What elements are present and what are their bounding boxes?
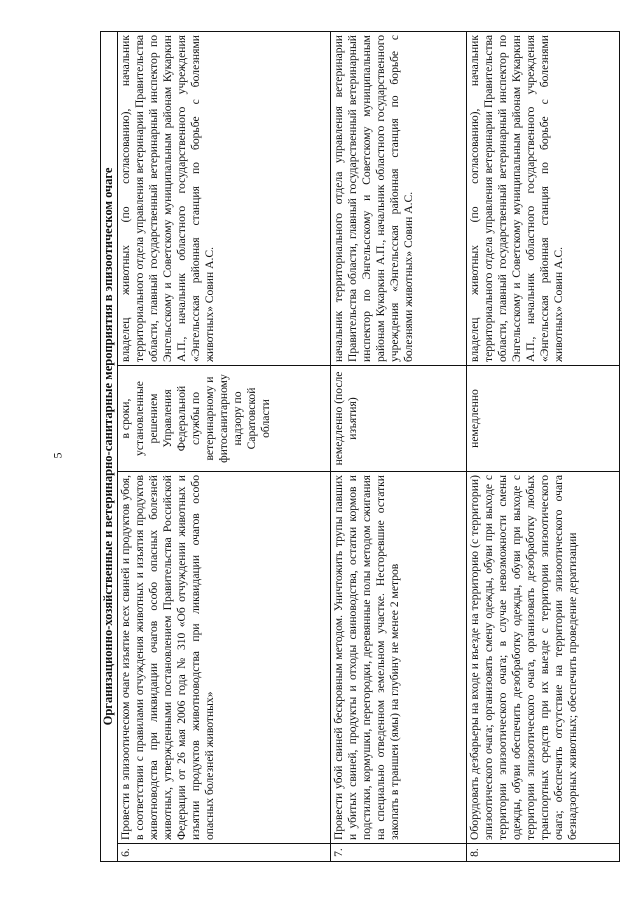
term-text: немедленно bbox=[466, 366, 619, 472]
term-text: в сроки, установленные решением Управления Федеральной службы по ветеринарному и фитосанитарному надзору по Саратовской области bbox=[118, 366, 331, 472]
section-header-row bbox=[101, 31, 118, 861]
page-number: 5 bbox=[50, 452, 65, 459]
rotated-table-container bbox=[100, 32, 620, 862]
term-text: немедленно (после изъятия) bbox=[331, 366, 466, 472]
table-row bbox=[466, 31, 619, 861]
table-row bbox=[331, 31, 466, 861]
responsible-text: начальник территориального отдела управления ветеринарии Правительства области, главный государственный ветеринарный инспектор по Энгельсскому и Советскому муниципальным районам Кукаркин А.П., начальник областного государственного учреждения «Энгельсская районная станция по борьбе с болезнями животных» Совин А.С. bbox=[331, 31, 466, 365]
responsible-text: владелец животных (по согласованию), начальник территориального отдела управления ветеринарии Правительства области, главный государственный ветеринарный инспектор по Энгельсскому и Советскому муниципальным районам Кукаркин А.П., начальник областного государственного учреждения «Энгельсская районная станция по борьбе с болезнями животных» Совин А.С. bbox=[118, 31, 331, 365]
measure-text: Оборудовать дезбарьеры на входе и въезде на территорию (с территории) эпизоотического очага; организовать смену одежды, обуви при выходе с территории эпизоотического очага; в случае невозможности смены одежды, обуви обеспечить дезобработку одежды, обуви при выходе с территории эпизоотического очага, организовать дезобработку любых транспортных средств при их выезде с территории эпизоотического очага; обеспечить отсутствие на территории эпизоотического очага безнадзорных животных; обеспечить проведение дератизации bbox=[466, 472, 619, 844]
row-number: 8. bbox=[466, 844, 619, 862]
responsible-text: владелец животных (по согласованию), начальник территориального отдела управления ветеринарии Правительства области, главный государственный ветеринарный инспектор по Энгельсскому и Советскому муниципальным районам Кукаркин А.П., начальник областного государственного учреждения «Энгельсская районная станция по борьбе с болезнями животных» Совин А.С. bbox=[466, 31, 619, 365]
measure-text: Провести убой свиней бескровным методом. Уничтожить трупы павших и убитых свиней, продукты и отходы свиноводства, остатки кормов и подстилки, кормушки, перегородки, деревянные полы методом сжигания на специально отведенном земельном участке. Несгоревшие остатки закопать в траншеи (ямы) на глубину не менее 2 метров bbox=[331, 472, 466, 844]
measure-text: Провести в эпизоотическом очаге изъятие всех свиней и продуктов убоя, в соответствии с правилами отчуждения животных и изъятия продуктов животноводства при ликвидации очагов особо опасных болезней животных, утвержденными постановлением Правительства Российской Федерации от 26 мая 2006 года № 310 «Об отчуждении животных и изъятии продуктов животноводства при ликвидации очагов особо опасных болезней животных» bbox=[118, 472, 331, 844]
table-row bbox=[118, 31, 331, 861]
section-title: Организационно-хозяйственные и ветеринарно-санитарные мероприятия в эпизоотическом очаге bbox=[101, 31, 118, 861]
row-number: 6. bbox=[118, 844, 331, 862]
row-number: 7. bbox=[331, 844, 466, 862]
measures-table bbox=[100, 31, 620, 862]
